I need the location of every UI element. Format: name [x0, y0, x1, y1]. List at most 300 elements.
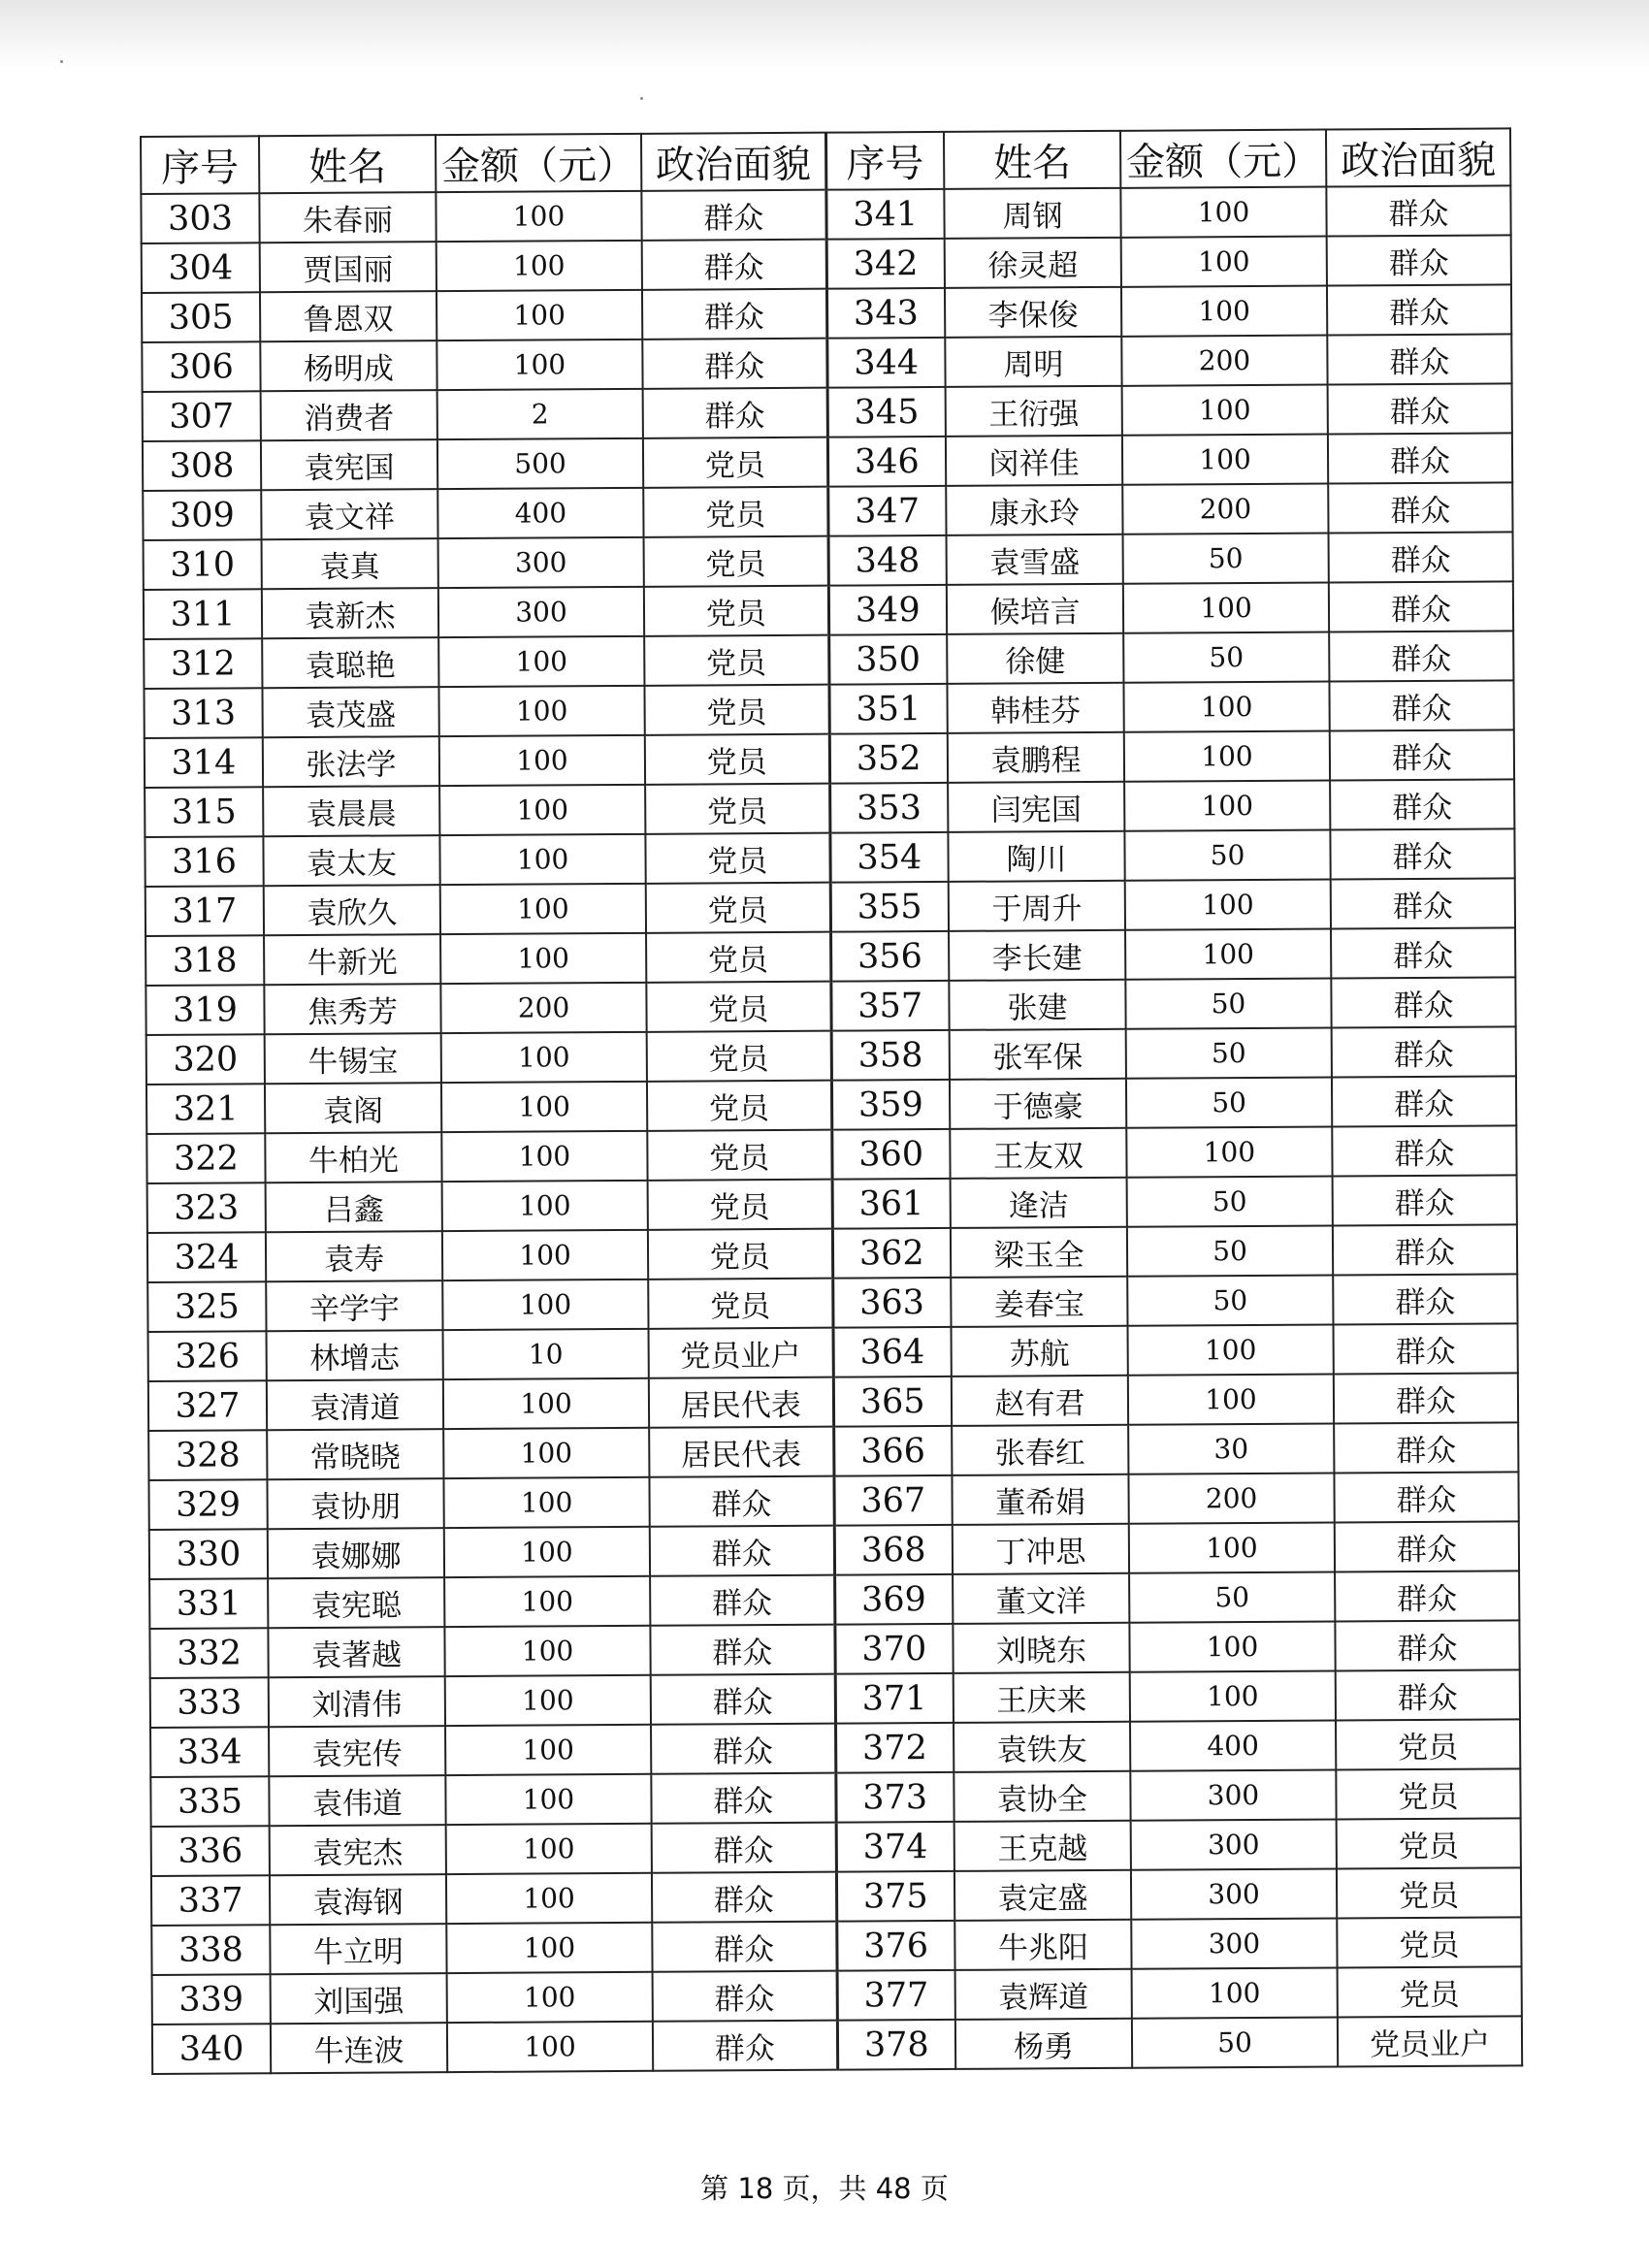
- political-status-cell: 党员: [1337, 1818, 1521, 1868]
- political-status-cell: 群众: [1329, 631, 1513, 681]
- political-status-cell: 群众: [1333, 1224, 1517, 1275]
- serial-number-cell: 316: [145, 836, 263, 887]
- serial-number-cell: 318: [146, 935, 264, 986]
- table-body: [141, 185, 1522, 2074]
- table-row: [146, 927, 1515, 986]
- political-status-cell: 群众: [1336, 1669, 1520, 1720]
- political-status-cell: 群众: [1329, 532, 1513, 582]
- table-row: [141, 185, 1510, 243]
- political-status-cell: 群众: [1335, 1521, 1519, 1571]
- serial-number-cell: 338: [151, 1925, 270, 1975]
- name-cell: 候培言: [947, 584, 1123, 634]
- serial-number-cell: 377: [837, 1970, 955, 2021]
- political-status-cell: 群众: [1329, 680, 1513, 730]
- amount-cell: 50: [1127, 1177, 1333, 1227]
- amount-cell: 100: [1128, 1325, 1334, 1376]
- header-cell: 金额（元）: [1120, 130, 1326, 188]
- table-row: [149, 1571, 1519, 1629]
- donation-table: [140, 127, 1523, 2075]
- political-status-cell: 群众: [1335, 1620, 1519, 1670]
- table-row: [144, 581, 1513, 639]
- political-status-cell: 党员: [648, 1279, 832, 1329]
- name-cell: 于德豪: [950, 1079, 1126, 1129]
- political-status-cell: 群众: [652, 1872, 836, 1923]
- name-cell: 牛兆阳: [954, 1920, 1131, 1970]
- name-cell: 袁真: [262, 538, 438, 589]
- amount-cell: 100: [439, 785, 645, 835]
- political-status-cell: 群众: [1328, 383, 1512, 434]
- political-status-cell: 党员: [644, 586, 828, 636]
- table-row: [151, 1917, 1521, 1975]
- table-row: [148, 1373, 1518, 1431]
- name-cell: 袁定盛: [954, 1870, 1131, 1921]
- political-status-cell: 群众: [642, 240, 826, 290]
- amount-cell: 100: [447, 2022, 653, 2072]
- amount-cell: 100: [439, 834, 645, 885]
- political-status-cell: 群众: [1330, 729, 1514, 780]
- serial-number-cell: 356: [830, 931, 949, 982]
- table-row: [145, 828, 1514, 887]
- amount-cell: 30: [1128, 1424, 1334, 1474]
- table-row: [146, 1026, 1516, 1085]
- serial-number-cell: 333: [150, 1677, 269, 1728]
- amount-cell: 100: [1126, 1127, 1332, 1178]
- amount-cell: 100: [1130, 1670, 1336, 1721]
- political-status-cell: 党员: [644, 685, 828, 735]
- table-row: [146, 1125, 1516, 1183]
- serial-number-cell: 376: [836, 1921, 954, 1971]
- amount-cell: 50: [1126, 1078, 1332, 1128]
- political-status-cell: 党员: [646, 932, 830, 983]
- political-status-cell: 党员: [648, 1229, 832, 1280]
- amount-cell: 100: [1128, 1375, 1334, 1425]
- name-cell: 王庆来: [954, 1672, 1130, 1723]
- name-cell: 袁清道: [267, 1379, 443, 1430]
- political-status-cell: 党员: [643, 487, 827, 537]
- serial-number-cell: 358: [831, 1030, 950, 1081]
- political-status-cell: 群众: [650, 1575, 834, 1626]
- name-cell: 刘国强: [271, 1973, 447, 2024]
- serial-number-cell: 364: [833, 1327, 952, 1377]
- name-cell: 逄洁: [951, 1178, 1127, 1228]
- name-cell: 徐灵超: [945, 238, 1121, 288]
- political-status-cell: 居民代表: [649, 1377, 833, 1428]
- political-status-cell: 群众: [1326, 185, 1510, 236]
- name-cell: 袁聪艳: [262, 637, 438, 688]
- serial-number-cell: 304: [142, 243, 260, 293]
- amount-cell: 300: [1131, 1819, 1337, 1869]
- name-cell: 李长建: [949, 930, 1125, 981]
- name-cell: 袁宪传: [269, 1726, 445, 1776]
- political-status-cell: 群众: [653, 2021, 837, 2071]
- name-cell: 董文洋: [953, 1573, 1129, 1624]
- amount-cell: 100: [1125, 880, 1331, 930]
- serial-number-cell: 335: [150, 1776, 269, 1827]
- name-cell: 袁鹏程: [948, 732, 1124, 783]
- name-cell: 袁宪杰: [270, 1825, 446, 1875]
- serial-number-cell: 359: [831, 1080, 950, 1130]
- political-status-cell: 群众: [1334, 1422, 1518, 1473]
- serial-number-cell: 314: [145, 737, 263, 788]
- name-cell: 韩桂芬: [947, 683, 1123, 733]
- table-row: [152, 1966, 1522, 2025]
- serial-number-cell: 373: [835, 1772, 954, 1823]
- scan-speck: [640, 97, 643, 100]
- serial-number-cell: 360: [831, 1129, 950, 1180]
- amount-cell: 50: [1127, 1226, 1333, 1277]
- amount-cell: 100: [443, 1477, 649, 1528]
- table-row: [149, 1620, 1519, 1678]
- table-row: [147, 1175, 1517, 1233]
- table-row: [143, 433, 1512, 491]
- political-status-cell: 群众: [1331, 977, 1515, 1027]
- serial-number-cell: 326: [148, 1331, 267, 1381]
- political-status-cell: 党员: [1336, 1768, 1520, 1819]
- scan-top-shadow: [0, 0, 1649, 68]
- serial-number-cell: 311: [144, 589, 262, 639]
- header-cell: 政治面貌: [641, 133, 825, 191]
- name-cell: 袁著越: [268, 1627, 444, 1677]
- amount-cell: 100: [445, 1675, 651, 1726]
- amount-cell: 100: [446, 1873, 652, 1924]
- political-status-cell: 党员: [646, 982, 830, 1032]
- amount-cell: 300: [438, 537, 644, 588]
- serial-number-cell: 339: [152, 1974, 271, 2025]
- name-cell: 消费者: [261, 390, 437, 440]
- political-status-cell: 党员: [647, 1130, 831, 1181]
- name-cell: 袁新杰: [262, 588, 438, 638]
- amount-cell: 300: [1131, 1918, 1337, 1968]
- amount-cell: 100: [1120, 187, 1326, 238]
- serial-number-cell: 374: [836, 1822, 954, 1872]
- political-status-cell: 群众: [651, 1773, 835, 1824]
- name-cell: 袁铁友: [954, 1722, 1130, 1772]
- name-cell: 王克越: [954, 1821, 1131, 1871]
- political-status-cell: 党员: [646, 883, 830, 933]
- amount-cell: 400: [437, 488, 643, 538]
- name-cell: 鲁恩双: [260, 291, 436, 341]
- serial-number-cell: 331: [149, 1578, 268, 1629]
- amount-cell: 100: [1124, 731, 1330, 782]
- political-status-cell: 党员: [643, 437, 827, 488]
- serial-number-cell: 367: [833, 1475, 952, 1526]
- political-status-cell: 党员业户: [649, 1328, 833, 1378]
- table-row: [145, 729, 1514, 788]
- amount-cell: 50: [1127, 1276, 1333, 1326]
- serial-number-cell: 337: [151, 1875, 270, 1926]
- political-status-cell: 群众: [641, 190, 825, 241]
- serial-number-cell: 322: [146, 1133, 265, 1183]
- name-cell: 焦秀芳: [264, 984, 440, 1034]
- table-row: [148, 1422, 1518, 1480]
- amount-cell: 100: [440, 884, 646, 934]
- political-status-cell: 群众: [1334, 1323, 1518, 1374]
- serial-number-cell: 372: [835, 1723, 954, 1773]
- amount-cell: 50: [1129, 1572, 1335, 1623]
- serial-number-cell: 303: [141, 193, 259, 243]
- political-status-cell: 群众: [1327, 334, 1511, 384]
- amount-cell: 100: [436, 191, 641, 242]
- serial-number-cell: 312: [144, 638, 262, 689]
- amount-cell: 100: [1122, 435, 1328, 485]
- amount-cell: 50: [1125, 979, 1331, 1029]
- name-cell: 康永玲: [946, 485, 1122, 535]
- serial-number-cell: 309: [143, 490, 261, 540]
- amount-cell: 100: [438, 636, 644, 687]
- name-cell: 袁雪盛: [947, 535, 1123, 585]
- amount-cell: 100: [443, 1378, 649, 1429]
- serial-number-cell: 361: [832, 1179, 951, 1229]
- political-status-cell: 群众: [1331, 927, 1515, 978]
- name-cell: 梁玉全: [951, 1227, 1127, 1278]
- amount-cell: 2: [437, 389, 643, 439]
- political-status-cell: 党员: [647, 1031, 831, 1082]
- amount-cell: 100: [438, 686, 644, 736]
- amount-cell: 100: [445, 1774, 651, 1825]
- name-cell: 牛锡宝: [265, 1033, 441, 1084]
- serial-number-cell: 342: [826, 239, 945, 289]
- name-cell: 张法学: [263, 736, 439, 787]
- serial-number-cell: 313: [144, 688, 262, 738]
- name-cell: 辛学宇: [266, 1280, 442, 1331]
- amount-cell: 100: [444, 1626, 650, 1676]
- political-status-cell: 党员: [1336, 1719, 1520, 1769]
- name-cell: 刘晓东: [953, 1623, 1129, 1673]
- political-status-cell: 群众: [649, 1476, 833, 1527]
- political-status-cell: 党员: [647, 1081, 831, 1131]
- name-cell: 陶川: [948, 831, 1124, 882]
- name-cell: 袁寿: [266, 1231, 442, 1281]
- amount-cell: 100: [447, 1972, 653, 2023]
- serial-number-cell: 350: [828, 634, 947, 685]
- name-cell: 袁欣久: [264, 885, 440, 935]
- name-cell: 牛新光: [264, 934, 440, 985]
- name-cell: 丁冲思: [953, 1524, 1129, 1574]
- amount-cell: 100: [1132, 1967, 1338, 2018]
- amount-cell: 500: [437, 438, 643, 489]
- political-status-cell: 党员: [645, 833, 829, 884]
- political-status-cell: 群众: [653, 1971, 837, 2022]
- political-status-cell: 群众: [1332, 1076, 1516, 1126]
- political-status-cell: 群众: [1327, 284, 1511, 335]
- table-row: [144, 680, 1513, 738]
- name-cell: 徐健: [947, 633, 1123, 684]
- name-cell: 于周升: [949, 881, 1125, 931]
- name-cell: 常晓晓: [267, 1429, 443, 1479]
- political-status-cell: 群众: [652, 1922, 836, 1972]
- serial-number-cell: 319: [146, 985, 264, 1035]
- serial-number-cell: 330: [149, 1529, 268, 1579]
- table-row: [144, 532, 1513, 590]
- name-cell: 袁太友: [263, 835, 439, 886]
- header-cell: 姓名: [944, 131, 1120, 189]
- serial-number-cell: 320: [146, 1034, 265, 1085]
- serial-number-cell: 341: [825, 189, 944, 240]
- table-row: [146, 1076, 1516, 1134]
- table-row: [152, 2016, 1522, 2074]
- amount-cell: 100: [441, 1131, 647, 1182]
- political-status-cell: 群众: [1328, 433, 1512, 483]
- political-status-cell: 群众: [1332, 1125, 1516, 1176]
- serial-number-cell: 368: [834, 1525, 953, 1575]
- name-cell: 杨勇: [955, 2019, 1132, 2069]
- political-status-cell: 党员: [645, 784, 829, 834]
- political-status-cell: 群众: [650, 1625, 834, 1675]
- name-cell: 袁宪国: [261, 439, 437, 490]
- political-status-cell: 群众: [1329, 581, 1513, 632]
- table-row: [148, 1472, 1518, 1530]
- table-row: [150, 1768, 1520, 1827]
- political-status-cell: 党员: [644, 536, 828, 587]
- political-status-cell: 群众: [1334, 1472, 1518, 1522]
- serial-number-cell: 362: [832, 1228, 951, 1279]
- political-status-cell: 群众: [1334, 1373, 1518, 1423]
- name-cell: 周钢: [944, 188, 1120, 239]
- political-status-cell: 群众: [1333, 1274, 1517, 1324]
- name-cell: 闵祥佳: [946, 436, 1122, 486]
- serial-number-cell: 332: [149, 1628, 268, 1678]
- table-row: [148, 1323, 1518, 1381]
- political-status-cell: 党员: [645, 734, 829, 785]
- serial-number-cell: 315: [145, 787, 263, 837]
- table-header-row: [141, 128, 1510, 194]
- amount-cell: 50: [1132, 2017, 1338, 2067]
- name-cell: 袁宪聪: [268, 1577, 444, 1628]
- table-row: [146, 977, 1515, 1035]
- amount-cell: 100: [1123, 682, 1329, 732]
- name-cell: 吕鑫: [266, 1182, 442, 1232]
- political-status-cell: 党员: [1338, 1966, 1522, 2017]
- amount-cell: 100: [1129, 1622, 1335, 1672]
- amount-cell: 100: [444, 1576, 650, 1627]
- serial-number-cell: 327: [148, 1380, 267, 1431]
- serial-number-cell: 323: [147, 1183, 266, 1233]
- political-status-cell: 群众: [1332, 1026, 1516, 1077]
- serial-number-cell: 329: [148, 1479, 267, 1530]
- political-status-cell: 群众: [1328, 482, 1512, 533]
- amount-cell: 50: [1124, 830, 1330, 881]
- table-row: [149, 1521, 1519, 1579]
- serial-number-cell: 348: [828, 535, 947, 586]
- amount-cell: 100: [436, 241, 642, 291]
- name-cell: 董希娟: [952, 1474, 1128, 1525]
- amount-cell: 100: [446, 1824, 652, 1874]
- amount-cell: 50: [1123, 632, 1329, 683]
- amount-cell: 200: [440, 983, 646, 1033]
- header-cell: 序号: [141, 136, 259, 194]
- name-cell: 贾国丽: [260, 242, 436, 292]
- political-status-cell: 党员: [648, 1180, 832, 1230]
- amount-cell: 100: [1121, 286, 1327, 337]
- amount-cell: 100: [1124, 781, 1330, 831]
- name-cell: 袁协全: [954, 1771, 1130, 1822]
- name-cell: 张建: [949, 980, 1125, 1030]
- name-cell: 王衍强: [946, 386, 1122, 437]
- amount-cell: 300: [1131, 1868, 1337, 1919]
- amount-cell: 100: [1123, 583, 1329, 633]
- political-status-cell: 党员业户: [1338, 2016, 1522, 2066]
- serial-number-cell: 336: [151, 1826, 270, 1876]
- table-row: [143, 482, 1512, 540]
- name-cell: 朱春丽: [259, 192, 436, 243]
- table-row: [150, 1719, 1520, 1777]
- amount-cell: 10: [443, 1329, 649, 1379]
- header-cell: 金额（元）: [436, 134, 641, 192]
- serial-number-cell: 324: [147, 1232, 266, 1282]
- political-status-cell: 群众: [1330, 828, 1514, 879]
- amount-cell: 100: [1121, 237, 1327, 287]
- political-status-cell: 群众: [1335, 1571, 1519, 1621]
- amount-cell: 100: [442, 1230, 648, 1280]
- amount-cell: 100: [446, 1923, 652, 1973]
- political-status-cell: 群众: [642, 289, 826, 340]
- serial-number-cell: 352: [829, 733, 948, 784]
- political-status-cell: 居民代表: [649, 1427, 833, 1477]
- serial-number-cell: 344: [826, 338, 945, 388]
- table-row: [147, 1274, 1517, 1332]
- amount-cell: 100: [439, 735, 645, 786]
- serial-number-cell: 334: [150, 1727, 269, 1777]
- name-cell: 刘清伟: [269, 1676, 445, 1727]
- name-cell: 牛柏光: [265, 1132, 441, 1183]
- political-status-cell: 党员: [644, 635, 828, 686]
- name-cell: 苏航: [952, 1326, 1128, 1377]
- political-status-cell: 党员: [1337, 1917, 1521, 1967]
- political-status-cell: 群众: [1330, 779, 1514, 829]
- name-cell: 袁晨晨: [263, 786, 439, 836]
- header-cell: 政治面貌: [1326, 128, 1510, 186]
- amount-cell: 100: [436, 340, 642, 390]
- serial-number-cell: 321: [146, 1084, 265, 1134]
- serial-number-cell: 365: [833, 1377, 952, 1427]
- name-cell: 袁海钢: [270, 1874, 446, 1925]
- serial-number-cell: 349: [828, 585, 947, 635]
- serial-number-cell: 307: [143, 391, 261, 441]
- name-cell: 牛连波: [271, 2023, 447, 2073]
- table-row: [150, 1669, 1520, 1728]
- page-number-footer: 第 18 页，共 48 页: [700, 2172, 949, 2205]
- amount-cell: 200: [1121, 336, 1327, 386]
- amount-cell: 100: [441, 1032, 647, 1083]
- name-cell: 赵有君: [952, 1376, 1128, 1426]
- serial-number-cell: 308: [143, 440, 261, 491]
- amount-cell: 100: [445, 1725, 651, 1775]
- table-row: [151, 1867, 1521, 1926]
- serial-number-cell: 325: [147, 1281, 266, 1332]
- serial-number-cell: 355: [830, 882, 949, 932]
- name-cell: 袁协朋: [267, 1478, 443, 1529]
- header-cell: 姓名: [259, 135, 436, 193]
- serial-number-cell: 363: [832, 1278, 951, 1328]
- amount-cell: 50: [1126, 1028, 1332, 1079]
- amount-cell: 100: [1129, 1523, 1335, 1573]
- serial-number-cell: 347: [827, 486, 946, 536]
- amount-cell: 400: [1130, 1720, 1336, 1770]
- serial-number-cell: 305: [142, 292, 260, 342]
- amount-cell: 100: [440, 933, 646, 984]
- serial-number-cell: 366: [833, 1426, 952, 1476]
- amount-cell: 200: [1128, 1474, 1334, 1524]
- name-cell: 袁辉道: [955, 1969, 1132, 2020]
- serial-number-cell: 317: [146, 886, 264, 936]
- name-cell: 闫宪国: [948, 782, 1124, 832]
- name-cell: 袁伟道: [269, 1775, 445, 1826]
- serial-number-cell: 369: [834, 1574, 953, 1625]
- amount-cell: 100: [436, 290, 642, 340]
- political-status-cell: 群众: [651, 1674, 835, 1725]
- name-cell: 王友双: [950, 1128, 1126, 1179]
- amount-cell: 100: [443, 1428, 649, 1478]
